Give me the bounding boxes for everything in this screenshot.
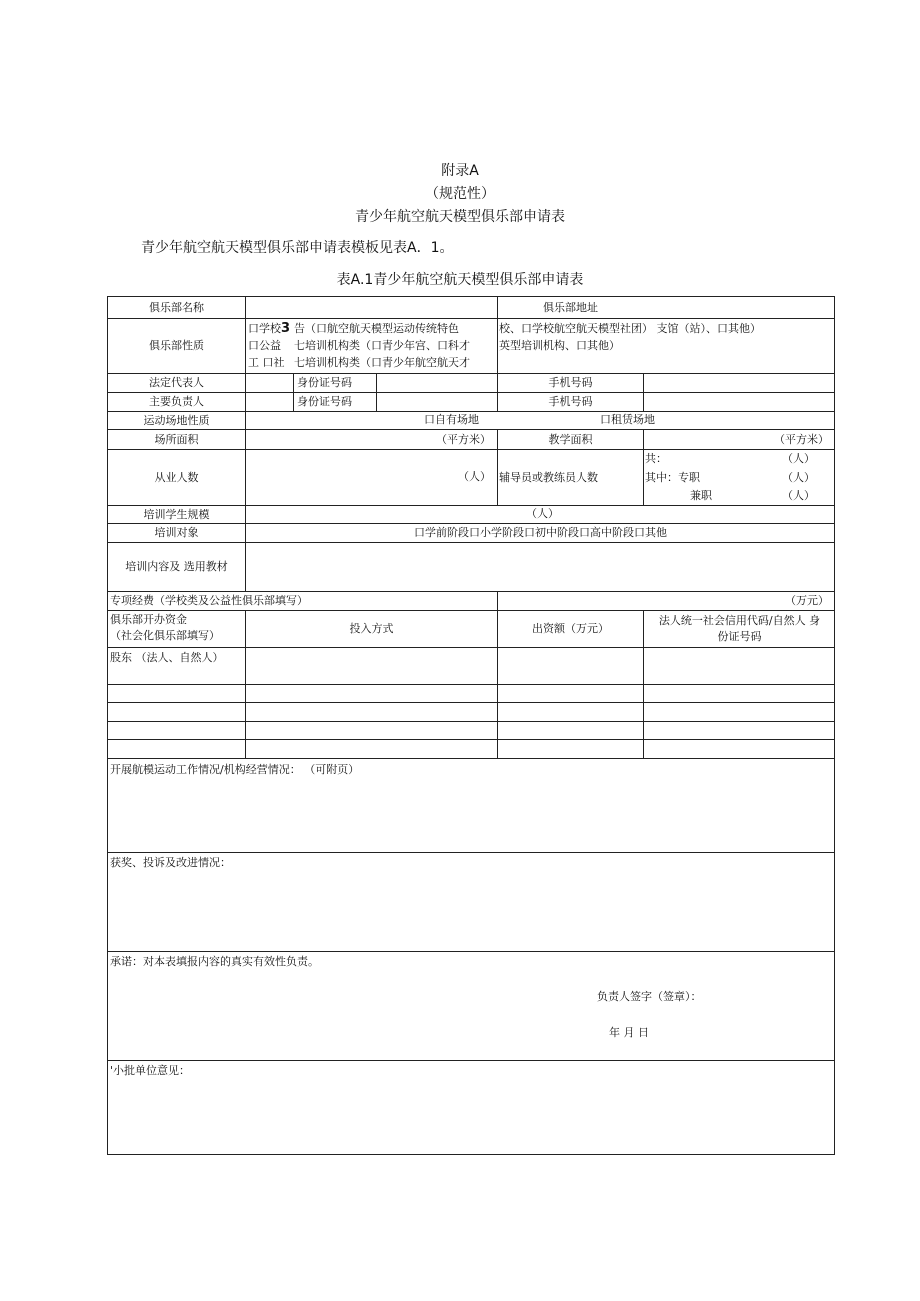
table-row <box>108 739 245 758</box>
startup-fund-line1: 俱乐部开办资金 <box>110 613 187 626</box>
site-area-field[interactable]: （平方米） <box>245 429 497 449</box>
work-status-label: 开展航模运动工作情况/机构经营情况： （可附页） <box>110 763 360 776</box>
shareholder-code-field[interactable] <box>643 647 835 684</box>
commitment-text: 承诺：对本表填报内容的真实有效性负责。 <box>110 955 319 968</box>
coach-parttime-label: 兼职 <box>690 489 712 502</box>
shareholder-amount-field[interactable] <box>497 647 643 684</box>
principal-mobile-field[interactable] <box>643 392 835 411</box>
table-cell[interactable] <box>497 721 643 739</box>
principal-field[interactable] <box>245 392 293 411</box>
coach-count-field[interactable] <box>643 449 835 505</box>
table-row <box>108 702 245 721</box>
awards-field[interactable] <box>108 852 835 951</box>
table-cell[interactable] <box>643 684 835 702</box>
table-cell[interactable] <box>497 702 643 721</box>
legal-rep-mobile-field[interactable] <box>643 373 835 392</box>
training-target-label: 培训对象 <box>108 523 245 542</box>
doc-title: 青少年航空航天模型俱乐部申请表 <box>355 209 565 225</box>
venue-nature-label: 运动场地性质 <box>108 411 245 429</box>
table-cell[interactable] <box>643 739 835 758</box>
coach-fulltime-label: 其中：专职 <box>645 471 700 484</box>
nature-public-option[interactable]: 口公益 <box>248 339 281 352</box>
nature-text-b1: 告（口航空航天模型运动传统特色 <box>294 322 459 335</box>
club-name-label: 俱乐部名称 <box>149 300 204 314</box>
club-nature-label: 俱乐部性质 <box>108 318 245 373</box>
coach-parttime-unit: （人） <box>782 489 815 502</box>
club-nature-col-a[interactable] <box>245 318 293 373</box>
nature-social-option[interactable]: 工 口社 <box>248 356 285 369</box>
intro-text: 青少年航空航天模型俱乐部申请表模板见表A．1。 <box>141 240 454 256</box>
club-address-label: 俱乐部地址 <box>497 297 643 318</box>
table-cell[interactable] <box>497 684 643 702</box>
credit-code-line1: 法人统一社会信用代码/自然人 身 <box>658 614 821 627</box>
venue-owned-option[interactable]: 口自有场地 <box>424 413 479 426</box>
shareholders-label: 股东 （法人、自然人） <box>108 647 245 684</box>
table-cell[interactable] <box>643 721 835 739</box>
application-form-table <box>107 296 835 1155</box>
student-scale-unit: （人） <box>526 507 559 520</box>
coach-total-label: 共： <box>645 452 667 465</box>
awards-label: 获奖、投诉及改进情况： <box>110 856 231 869</box>
training-target-options[interactable]: 口学前阶段口小学阶段口初中阶段口高中阶段口其他 <box>245 523 835 542</box>
table-row <box>108 721 245 739</box>
legal-rep-field[interactable] <box>245 373 293 392</box>
legal-rep-mobile-label: 手机号码 <box>497 373 643 392</box>
signature-label[interactable]: 负责人签字（签章）： <box>597 990 702 1003</box>
nature-overlay-number: 3 <box>281 321 291 336</box>
table-cell[interactable] <box>245 702 497 721</box>
principal-id-field[interactable] <box>376 392 497 411</box>
credit-code-header <box>643 610 835 647</box>
site-area-label: 场所面积 <box>108 429 245 449</box>
approval-label: '小批单位意见： <box>110 1064 191 1077</box>
table-cell[interactable] <box>245 721 497 739</box>
student-scale-label: 培训学生规模 <box>108 505 245 523</box>
special-fund-field[interactable]: （万元） <box>497 591 835 610</box>
normative-label: （规范性） <box>425 186 495 202</box>
shareholder-method-field[interactable] <box>245 647 497 684</box>
table-cell[interactable] <box>643 702 835 721</box>
training-content-field[interactable] <box>245 542 835 591</box>
club-nature-col-c <box>497 318 835 373</box>
principal-id-label: 身份证号码 <box>293 392 376 411</box>
commitment-section <box>108 951 835 1060</box>
staff-count-unit: （人） <box>458 470 491 483</box>
venue-nature-field <box>245 411 835 429</box>
principal-mobile-label: 手机号码 <box>497 392 643 411</box>
special-fund-label: 专项经费（学校类及公益性俱乐部填写） <box>108 591 497 610</box>
coach-total-unit: （人） <box>782 452 815 465</box>
nature-text-b3: 七培训机构类（口青少年航空航天才 <box>294 356 470 369</box>
startup-fund-label <box>108 610 245 647</box>
nature-text-c2: 英型培训机构、口其他） <box>499 339 620 352</box>
student-scale-field[interactable] <box>245 505 835 523</box>
table-row <box>108 684 245 702</box>
nature-text-c1: 校、口学校航空航天模型社团） 支馆（站）、口其他） <box>499 322 761 335</box>
date-label[interactable]: 年 月 日 <box>609 1026 649 1039</box>
approval-field[interactable] <box>108 1060 835 1154</box>
staff-count-field[interactable] <box>245 449 497 505</box>
legal-rep-label: 法定代表人 <box>108 373 245 392</box>
work-status-field[interactable] <box>108 758 835 852</box>
appendix-label: 附录A <box>441 163 479 179</box>
club-name-field[interactable] <box>245 297 497 318</box>
legal-rep-id-label: 身份证号码 <box>293 373 376 392</box>
teaching-area-field[interactable]: （平方米） <box>643 429 835 449</box>
table-cell[interactable] <box>245 684 497 702</box>
coach-fulltime-unit: （人） <box>782 471 815 484</box>
club-nature-col-b <box>293 318 497 373</box>
legal-rep-id-field[interactable] <box>376 373 497 392</box>
teaching-area-label: 教学面积 <box>497 429 643 449</box>
startup-fund-line2: （社会化俱乐部填写） <box>110 629 220 642</box>
principal-label: 主要负责人 <box>108 392 245 411</box>
training-content-label: 培训内容及 选用教材 <box>108 542 245 591</box>
club-address-field[interactable] <box>643 297 835 318</box>
credit-code-line2: 份证号码 <box>717 630 762 643</box>
nature-text-b2: 七培训机构类（口青少年宫、口科才 <box>294 339 470 352</box>
table-caption: 表A.1青少年航空航天模型俱乐部申请表 <box>336 272 584 288</box>
venue-rented-option[interactable]: 口租赁场地 <box>600 413 655 426</box>
coach-count-label: 辅导员或教练员人数 <box>497 449 643 505</box>
contribution-header: 出资额（万元） <box>497 610 643 647</box>
nature-school-option[interactable]: 口学校 <box>248 322 281 335</box>
table-cell[interactable] <box>245 739 497 758</box>
invest-method-header: 投入方式 <box>245 610 497 647</box>
table-cell[interactable] <box>497 739 643 758</box>
staff-count-label: 从业人数 <box>108 449 245 505</box>
